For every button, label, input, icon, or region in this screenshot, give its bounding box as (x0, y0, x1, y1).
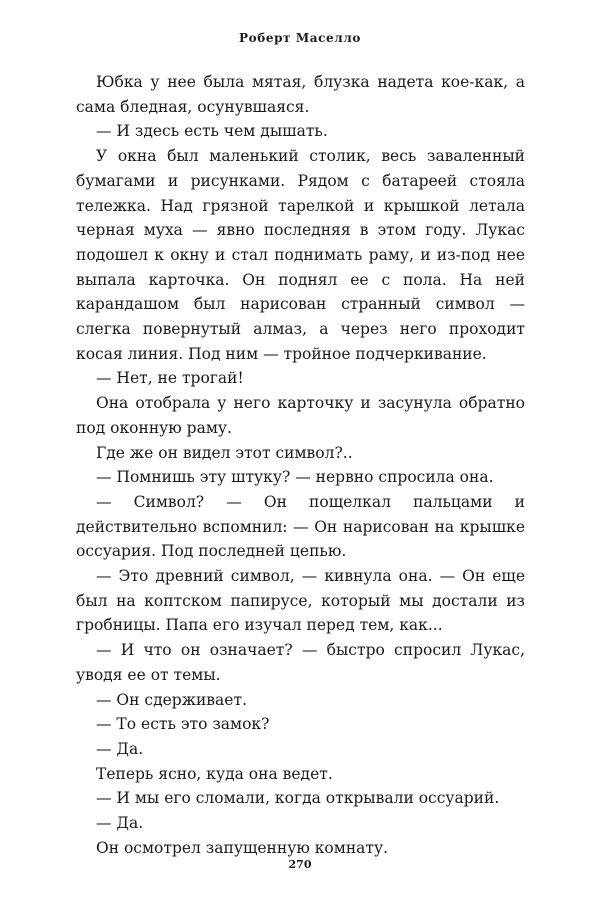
paragraph: — Он сдерживает. (96, 690, 247, 709)
paragraph: — То есть это замок? (96, 715, 270, 734)
page-number: 270 (288, 858, 312, 871)
paragraph: — И что он означает? — быстро спросил Лукас, уводя ее от темы. (76, 641, 525, 684)
paragraph: Она отобрала у него карточку и засунула обратно под оконную раму. (76, 394, 525, 437)
paragraph: — И мы его сломали, когда открывали оссуарий. (96, 789, 500, 808)
body-text (76, 70, 525, 861)
paragraph: — Да. (96, 739, 144, 758)
paragraph: — Да. (96, 814, 144, 833)
paragraph: Теперь ясно, куда она ведет. (96, 764, 333, 783)
paragraph: — И здесь есть чем дышать. (96, 122, 328, 141)
paragraph: — Помнишь эту штуку? — нервно спросила она. (96, 468, 494, 487)
paragraph: — Это древний символ, — кивнула она. — Он еще был на коптском папирусе, который мы достали из гробницы. Папа его изучал перед тем, как... (76, 567, 525, 635)
running-head: Роберт Маселло (239, 31, 361, 45)
paragraph: Он осмотрел запущенную комнату. (96, 838, 389, 857)
paragraph: — Символ? — Он пощелкал пальцами и действительно вспомнил: — Он нарисован на крышке оссуария. Под последней цепью. (76, 492, 525, 561)
paragraph: Юбка у нее была мятая, блузка надета кое-как, а сама бледная, осунувшаяся. (76, 73, 525, 116)
paragraph: Где же он видел этот символ?.. (96, 443, 353, 462)
paragraph: — Нет, не трогай! (96, 369, 244, 388)
paragraph: У окна был маленький столик, весь заваленный бумагами и рисунками. Рядом с батареей стояла тележка. Над грязной тарелкой и крышкой летала черная муха — явно последняя в этом году. Лукас подошел к окну и стал поднимать раму, и из-под нее выпала карточка. Он поднял ее с пола. На ней карандашом был нарисован странный символ — слегка повернутый алмаз, а через него проходит косая линия. Под ним — тройное подчеркивание. (76, 147, 525, 363)
